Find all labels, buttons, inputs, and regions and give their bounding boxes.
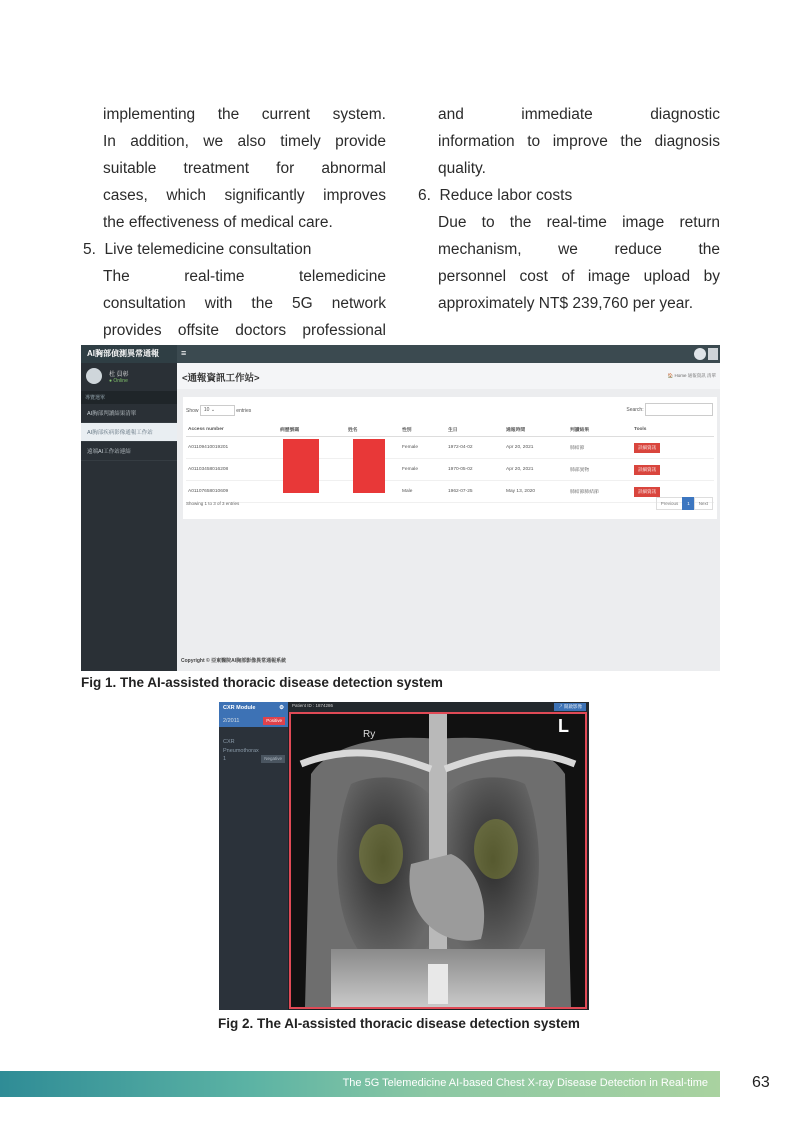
table-row bbox=[186, 437, 714, 459]
user-panel bbox=[81, 363, 177, 391]
result-row-negative[interactable] bbox=[219, 753, 288, 765]
detail-button[interactable]: 詳細資訊 bbox=[634, 487, 660, 497]
column-header[interactable]: 通報時間 bbox=[504, 422, 568, 437]
user-menu-icon[interactable] bbox=[708, 348, 718, 360]
paragraph-line: suitable treatment for abnormal bbox=[103, 160, 386, 177]
figure-2-screenshot bbox=[219, 702, 589, 1010]
sex-cell: Female bbox=[400, 437, 446, 459]
column-header[interactable]: 生日 bbox=[446, 422, 504, 437]
running-footer-title: The 5G Telemedicine AI-based Chest X-ray Disease Detection in Real-time bbox=[342, 1077, 708, 1089]
paragraph-line: information to improve the diagnosis bbox=[438, 133, 720, 150]
row-label: 2/2011 bbox=[223, 718, 240, 724]
detail-button[interactable]: 詳細資訊 bbox=[634, 465, 660, 475]
figure-2-caption: Fig 2. The AI-assisted thoracic disease detection system bbox=[218, 1016, 580, 1031]
page-1-button[interactable]: 1 bbox=[682, 497, 695, 510]
sidebar-item-workstation[interactable] bbox=[81, 423, 177, 442]
birth-cell: 1972-04-02 bbox=[446, 437, 504, 459]
figure-1-caption: Fig 1. The AI-assisted thoracic disease detection system bbox=[81, 675, 443, 690]
app-sidebar bbox=[81, 345, 177, 671]
report-time-cell: Apr 20, 2021 bbox=[504, 437, 568, 459]
side-marker: L bbox=[558, 716, 569, 736]
sidebar-item-results[interactable] bbox=[81, 404, 177, 423]
page-number: 63 bbox=[752, 1074, 770, 1091]
nav-header: 導覽選單 bbox=[81, 391, 177, 404]
copyright: Copyright © 亞東醫院AI胸部影像異常通報系統 bbox=[181, 658, 287, 664]
paragraph-line: The real-time telemedicine bbox=[103, 268, 386, 285]
nav-label: AI胸部疾病影像通報工作站 bbox=[87, 430, 153, 436]
report-time-cell: Apr 20, 2021 bbox=[504, 459, 568, 481]
result-row-positive[interactable] bbox=[219, 715, 288, 727]
paragraph-line: consultation with the 5G network bbox=[103, 295, 386, 312]
paragraph-line: Due to the real-time image return bbox=[438, 214, 720, 231]
access-number: A01103458016208 bbox=[186, 459, 278, 481]
xray-drawing bbox=[291, 714, 585, 1007]
chest-xray-image[interactable] bbox=[289, 712, 587, 1009]
birth-cell: 1970-05-02 bbox=[446, 459, 504, 481]
nav-label: AI胸部判讀結果清單 bbox=[87, 411, 137, 417]
redaction-block-name bbox=[353, 439, 385, 493]
sex-cell: Female bbox=[400, 459, 446, 481]
top-bar bbox=[177, 345, 720, 363]
entries-label: entries bbox=[236, 407, 252, 414]
avatar bbox=[86, 368, 102, 384]
negative-badge: Negative bbox=[261, 755, 285, 763]
paragraph-line: mechanism, we reduce the bbox=[438, 241, 720, 258]
access-number: A01107658010609 bbox=[186, 481, 278, 503]
paragraph-line: cases, which significantly improves bbox=[103, 187, 386, 204]
footer-band bbox=[0, 1071, 720, 1097]
item-5-title: 5. Live telemedicine consultation bbox=[83, 241, 312, 258]
column-header[interactable]: 性別 bbox=[400, 422, 446, 437]
column-header[interactable]: 姓名 bbox=[346, 422, 400, 437]
paragraph-line: In addition, we also timely provide bbox=[103, 133, 386, 150]
item-6-title: 6. Reduce labor costs bbox=[418, 187, 573, 204]
result-cell: 肺部異物 bbox=[568, 459, 632, 481]
search-control bbox=[626, 403, 713, 416]
app-title: AI胸部偵測異常通報 bbox=[81, 345, 177, 363]
menu-icon[interactable]: ≡ bbox=[181, 348, 187, 358]
previous-button[interactable]: Previous bbox=[656, 497, 684, 510]
breadcrumb: 🏠 Home 通報資訊 清單 bbox=[667, 373, 716, 378]
user-name: 杜 員彰 bbox=[109, 372, 129, 378]
viewer-toolbar bbox=[288, 702, 589, 712]
redaction-block-record-number bbox=[283, 439, 319, 493]
table-row bbox=[186, 459, 714, 481]
showing-text: Showing 1 to 3 of 3 entries bbox=[186, 501, 240, 506]
settings-icon[interactable]: ⚙ bbox=[279, 705, 284, 711]
user-avatar-icon[interactable] bbox=[694, 348, 706, 360]
entries-select[interactable]: 10 ⌄ bbox=[200, 405, 235, 416]
sex-cell: Male bbox=[400, 481, 446, 503]
module-title-text: CXR Module bbox=[223, 705, 256, 711]
entries-control bbox=[186, 405, 251, 416]
positive-badge: Positive bbox=[263, 717, 285, 725]
sidebar-item-remote[interactable] bbox=[81, 442, 177, 461]
item-6-body bbox=[438, 209, 720, 317]
page-title: <通報資訊工作站> bbox=[182, 373, 260, 384]
paragraph-line: provides offsite doctors professional bbox=[103, 322, 386, 339]
nav-label: 遠端AI工作站連結 bbox=[87, 449, 131, 455]
table-row bbox=[186, 481, 714, 503]
paragraph-line: the effectiveness of medical care. bbox=[103, 214, 333, 231]
result-cell: 肺結節 bbox=[568, 437, 632, 459]
detail-button[interactable]: 詳細資訊 bbox=[634, 443, 660, 453]
paragraph-line: personnel cost of image upload by bbox=[438, 268, 720, 285]
report-time-cell: May 13, 2020 bbox=[504, 481, 568, 503]
access-number: A01109410019201 bbox=[186, 437, 278, 459]
xray-label: Ry bbox=[363, 729, 376, 740]
row-label: 1 bbox=[223, 756, 227, 762]
module-title bbox=[219, 702, 288, 715]
entries-value: 10 bbox=[203, 407, 210, 413]
pagination bbox=[657, 497, 713, 510]
patient-id: Patient ID : 1874286 bbox=[292, 703, 334, 708]
column-header[interactable]: Access number bbox=[186, 422, 278, 437]
user-status: ● Online bbox=[109, 378, 128, 384]
right-column bbox=[438, 101, 720, 182]
table-header-row bbox=[186, 422, 714, 437]
search-label: Search: bbox=[626, 406, 644, 413]
finding-row[interactable] bbox=[219, 727, 288, 753]
row-label: CXR Pneumothorax bbox=[223, 739, 259, 754]
column-header[interactable]: Tools bbox=[632, 422, 714, 437]
item-5-body bbox=[103, 263, 386, 344]
cxr-module-panel bbox=[219, 702, 288, 1010]
paragraph-line: quality. bbox=[438, 160, 486, 177]
content-header bbox=[177, 363, 720, 389]
paragraph-line: approximately NT$ 239,760 per year. bbox=[438, 295, 694, 312]
left-column bbox=[103, 101, 386, 236]
open-image-button[interactable]: ↗ 開啟影像 bbox=[554, 703, 586, 711]
paragraph-line: implementing the current system. bbox=[103, 106, 386, 123]
search-input[interactable] bbox=[645, 403, 713, 416]
result-cell: 肺結節肺結節 bbox=[568, 481, 632, 503]
paragraph-line: and immediate diagnostic bbox=[438, 106, 720, 123]
column-header[interactable]: 判讀結果 bbox=[568, 422, 632, 437]
figure-1-screenshot bbox=[81, 345, 720, 671]
table-panel bbox=[183, 397, 717, 519]
next-button[interactable]: Next bbox=[694, 497, 713, 510]
show-label: Show bbox=[186, 407, 199, 414]
report-table bbox=[186, 422, 714, 503]
column-header[interactable]: 病歷號碼 bbox=[278, 422, 346, 437]
birth-cell: 1962-07-25 bbox=[446, 481, 504, 503]
